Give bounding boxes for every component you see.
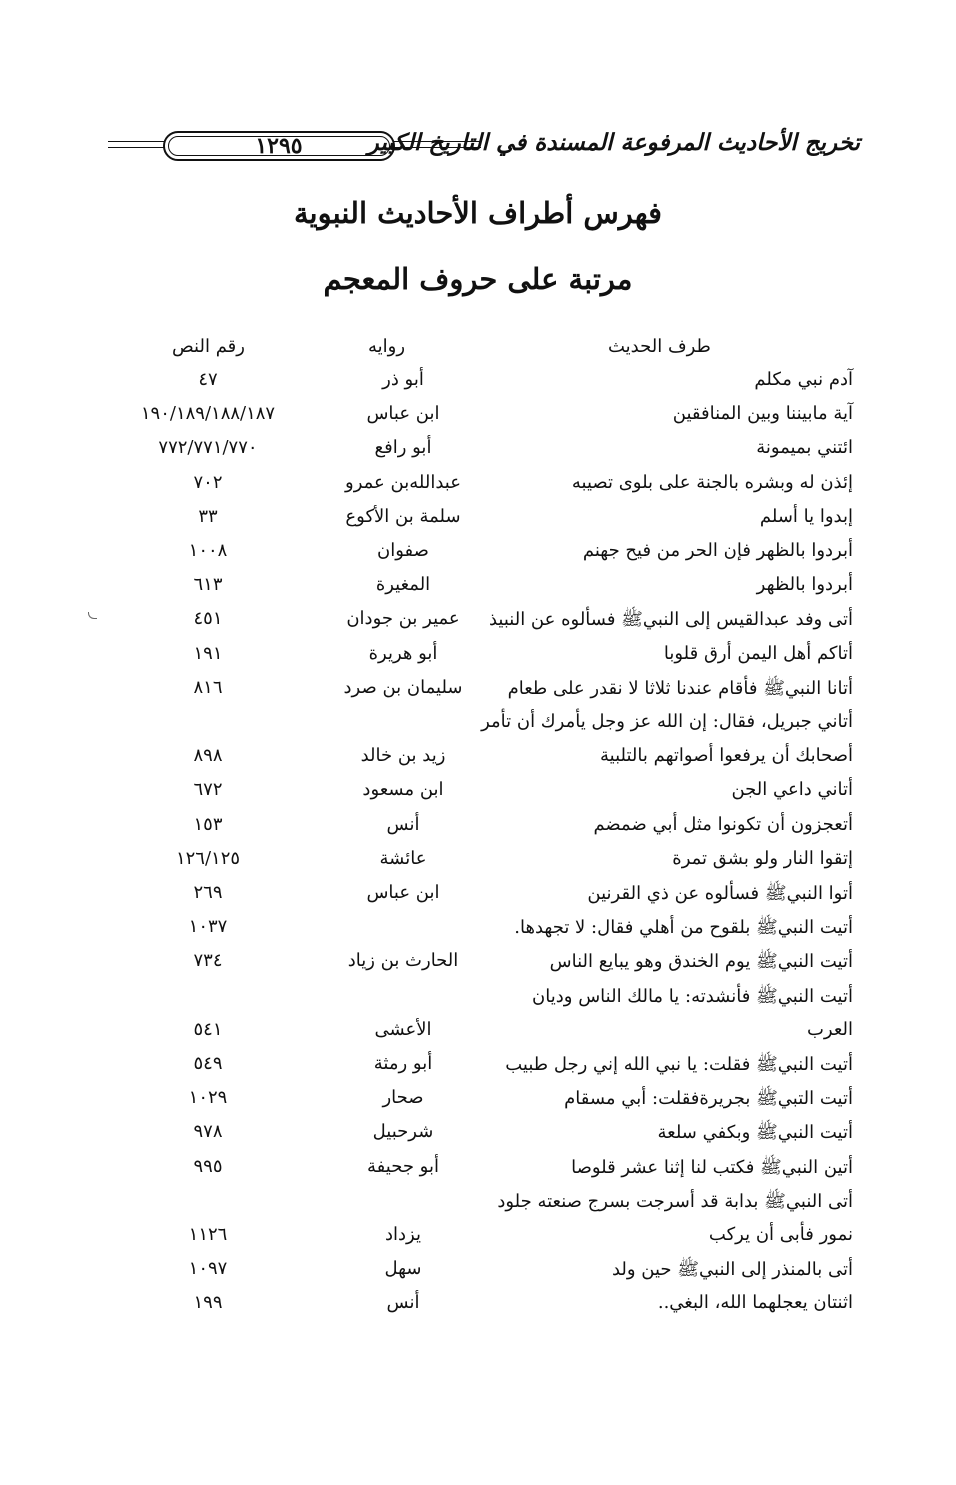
hadith-text: آية مابيننا وبين المنافقين <box>672 403 853 425</box>
hadith-text: أتاني جبريل، فقال: إن الله عز وجل يأمرك أن تأمر <box>481 711 853 732</box>
narrator-name: صفوان <box>377 540 429 561</box>
text-number: ٨٩٨ <box>193 745 223 767</box>
table-row <box>0 985 956 1018</box>
text-number: ٦٧٢ <box>193 779 223 801</box>
hadith-text: أتى وفد عبدالقيس إلى النبيﷺ فسألوه عن النبيذ <box>488 609 853 631</box>
text-number: ٥٤٩ <box>193 1053 223 1074</box>
text-number: ٥٤١ <box>193 1018 223 1040</box>
text-number: ٧٣٤ <box>193 950 223 972</box>
hadith-text: أتيت النبيﷺ فأنشدته: يا مالك الناس وديان <box>532 985 853 1007</box>
text-number: ٨١٦ <box>193 676 223 698</box>
narrator-name: سليمان بن صرد <box>343 676 463 698</box>
hadith-text: أصحابك أن يرفعوا أصواتهم بالتلبية <box>600 745 853 767</box>
table-row <box>0 745 956 778</box>
index-subtitle: مرتبة على حروف المعجم <box>323 262 633 296</box>
table-row <box>0 1019 956 1052</box>
text-number: ٧٧٢/٧٧١/٧٧٠ <box>158 437 258 459</box>
hadith-text: أبردوا بالظهر فإن الحر من فيح جهنم <box>582 540 853 561</box>
text-number: ١٩١ <box>193 642 223 664</box>
narrator-name: عبدالله‌بن عمرو <box>345 471 461 493</box>
narrator-name: أنس <box>386 1292 420 1314</box>
narrator-name: أنس <box>386 813 420 835</box>
text-number: ٦١٣ <box>193 574 223 596</box>
table-row <box>0 608 956 641</box>
header-rule-left <box>108 141 165 142</box>
hadith-text: أتين النبيﷺ فكتب لنا إثنا عشر قلوصا <box>571 1156 853 1178</box>
narrator-name: أبو ذر <box>382 369 424 390</box>
column-header-number: رقم النص <box>172 336 245 357</box>
text-number: ١٠٢٩ <box>188 1087 228 1109</box>
table-row <box>0 711 956 744</box>
hadith-text: إتقوا النار ولو بشق تمرة <box>672 847 853 869</box>
text-number: ١٥٣ <box>193 813 223 835</box>
table-row <box>0 950 956 983</box>
table-row <box>0 643 956 676</box>
narrator-name: زيد بن خالد <box>360 745 446 767</box>
narrator-name: الحارث بن زياد <box>347 950 459 972</box>
hadith-text: أتى النبيﷺ بدابة قد أسرجت بسرج صنعته جلود <box>497 1190 853 1212</box>
table-row <box>0 848 956 881</box>
table-row <box>0 1087 956 1120</box>
book-title: تخريج الأحاديث المرفوعة المسندة في التاريخ الكبير <box>367 129 860 156</box>
hadith-text: أتعجزون أن تكونوا مثل أبي ضمضم <box>593 813 853 835</box>
table-row <box>0 1121 956 1154</box>
hadith-text: أتانا النبيﷺ فأقام عندنا ثلاثا لا نقدر على طعام <box>507 677 853 699</box>
text-number: ١٠٣٧ <box>188 916 228 938</box>
table-row <box>0 1224 956 1257</box>
narrator-name: أبو رافع <box>374 437 432 459</box>
narrator-name: ابن عباس <box>366 882 440 903</box>
table-row <box>0 916 956 949</box>
text-number: ٤٥١ <box>193 608 223 630</box>
narrator-name: سلمة بن الأكوع <box>345 505 461 527</box>
hadith-text: أتيت النبيﷺ يوم الخندق وهو يبايع الناس <box>549 951 853 973</box>
table-row <box>0 437 956 470</box>
narrator-name: ابن عباس <box>366 403 440 425</box>
text-number: ٢٦٩ <box>193 882 223 903</box>
text-number: ١٢٦/١٢٥ <box>175 847 241 869</box>
table-row <box>0 882 956 915</box>
table-row <box>0 779 956 812</box>
hadith-text: أتيت النبيﷺ بلقوح من أهلي فقال: لا تجهدها. <box>514 917 853 939</box>
hadith-text: إبدوا يا أسلم <box>759 505 853 527</box>
hadith-text: اثنتان يعجلهما الله، البغي.. <box>657 1292 853 1314</box>
hadith-text: إئذن له وبشره بالجنة على بلوى تصيبه <box>571 471 853 493</box>
column-header-text: طرف الحديث <box>608 336 711 357</box>
hadith-text: أتيت التبيﷺ بجريرةفقلت: أبي مسقام <box>564 1088 853 1110</box>
text-number: ١١٢٦ <box>188 1224 228 1245</box>
hadith-text: العرب <box>806 1018 853 1040</box>
text-number: ٩٩٥ <box>193 1155 223 1177</box>
text-number: ١٠٩٧ <box>188 1258 228 1280</box>
text-number: ١٩٩ <box>193 1292 223 1314</box>
table-row <box>0 1258 956 1291</box>
index-title: فهرس أطراف الأحاديث النبوية <box>294 196 662 230</box>
table-row <box>0 369 956 402</box>
narrator-name: شرحبيل <box>372 1121 434 1143</box>
text-number: ٣٣ <box>198 505 218 527</box>
narrator-name: أبو هريرة <box>368 642 438 664</box>
header-rule-left-2 <box>108 147 165 148</box>
table-row <box>0 677 956 710</box>
narrator-name: عمير بن جودان <box>346 608 460 630</box>
text-number: ١٩٠/١٨٩/١٨٨/١٨٧ <box>140 403 276 425</box>
table-row <box>0 1053 956 1086</box>
narrator-name: أبو رمثة <box>373 1053 433 1074</box>
narrator-name: صحار <box>382 1087 424 1109</box>
page-number: ١٢٩٥ <box>163 131 395 161</box>
narrator-name: الأعشى <box>374 1018 432 1040</box>
hadith-text: آدم نبي مكلم <box>754 369 853 390</box>
table-row <box>0 1190 956 1223</box>
narrator-name: سهل <box>384 1258 422 1280</box>
text-number: ١٠٠٨ <box>188 540 228 561</box>
running-header <box>108 125 860 167</box>
table-row <box>0 1292 956 1325</box>
hadith-text: أتاكم أهل اليمن أرق قلوبا <box>663 642 853 664</box>
hadith-text: أبردوا بالظهر <box>756 574 853 596</box>
column-header-narrator: روايه <box>368 336 406 357</box>
narrator-name: ابن مسعود <box>362 779 444 801</box>
hadith-text: أتى بالمنذر إلى النبيﷺ حين ولد <box>611 1259 853 1281</box>
table-row <box>0 403 956 436</box>
hadith-text: نمور فأبى أن يركب <box>708 1224 853 1245</box>
table-row <box>0 506 956 539</box>
text-number: ٧٠٢ <box>193 471 223 493</box>
hadith-text: أتوا النبيﷺ فسألوه عن ذي القرنين <box>587 883 853 904</box>
table-row <box>0 814 956 847</box>
table-row <box>0 472 956 505</box>
hadith-text: أتيت النبيﷺ فقلت: يا نبي الله إني رجل طبيب <box>505 1054 853 1075</box>
table-row <box>0 1156 956 1189</box>
narrator-name: يزداد <box>385 1224 421 1245</box>
hadith-text: أتيت النبيﷺ وبكفي سلعة <box>657 1122 853 1144</box>
narrator-name: عائشة <box>379 847 427 869</box>
text-number: ٩٧٨ <box>193 1121 223 1143</box>
narrator-name: أبو جحيفة <box>367 1155 439 1177</box>
table-row <box>0 574 956 607</box>
narrator-name: المغيرة <box>375 574 431 596</box>
text-number: ٤٧ <box>198 369 218 390</box>
hadith-text: ائتني بميمونة <box>756 437 853 459</box>
hadith-text: أتاني داعي الجن <box>731 779 853 801</box>
table-row <box>0 540 956 573</box>
